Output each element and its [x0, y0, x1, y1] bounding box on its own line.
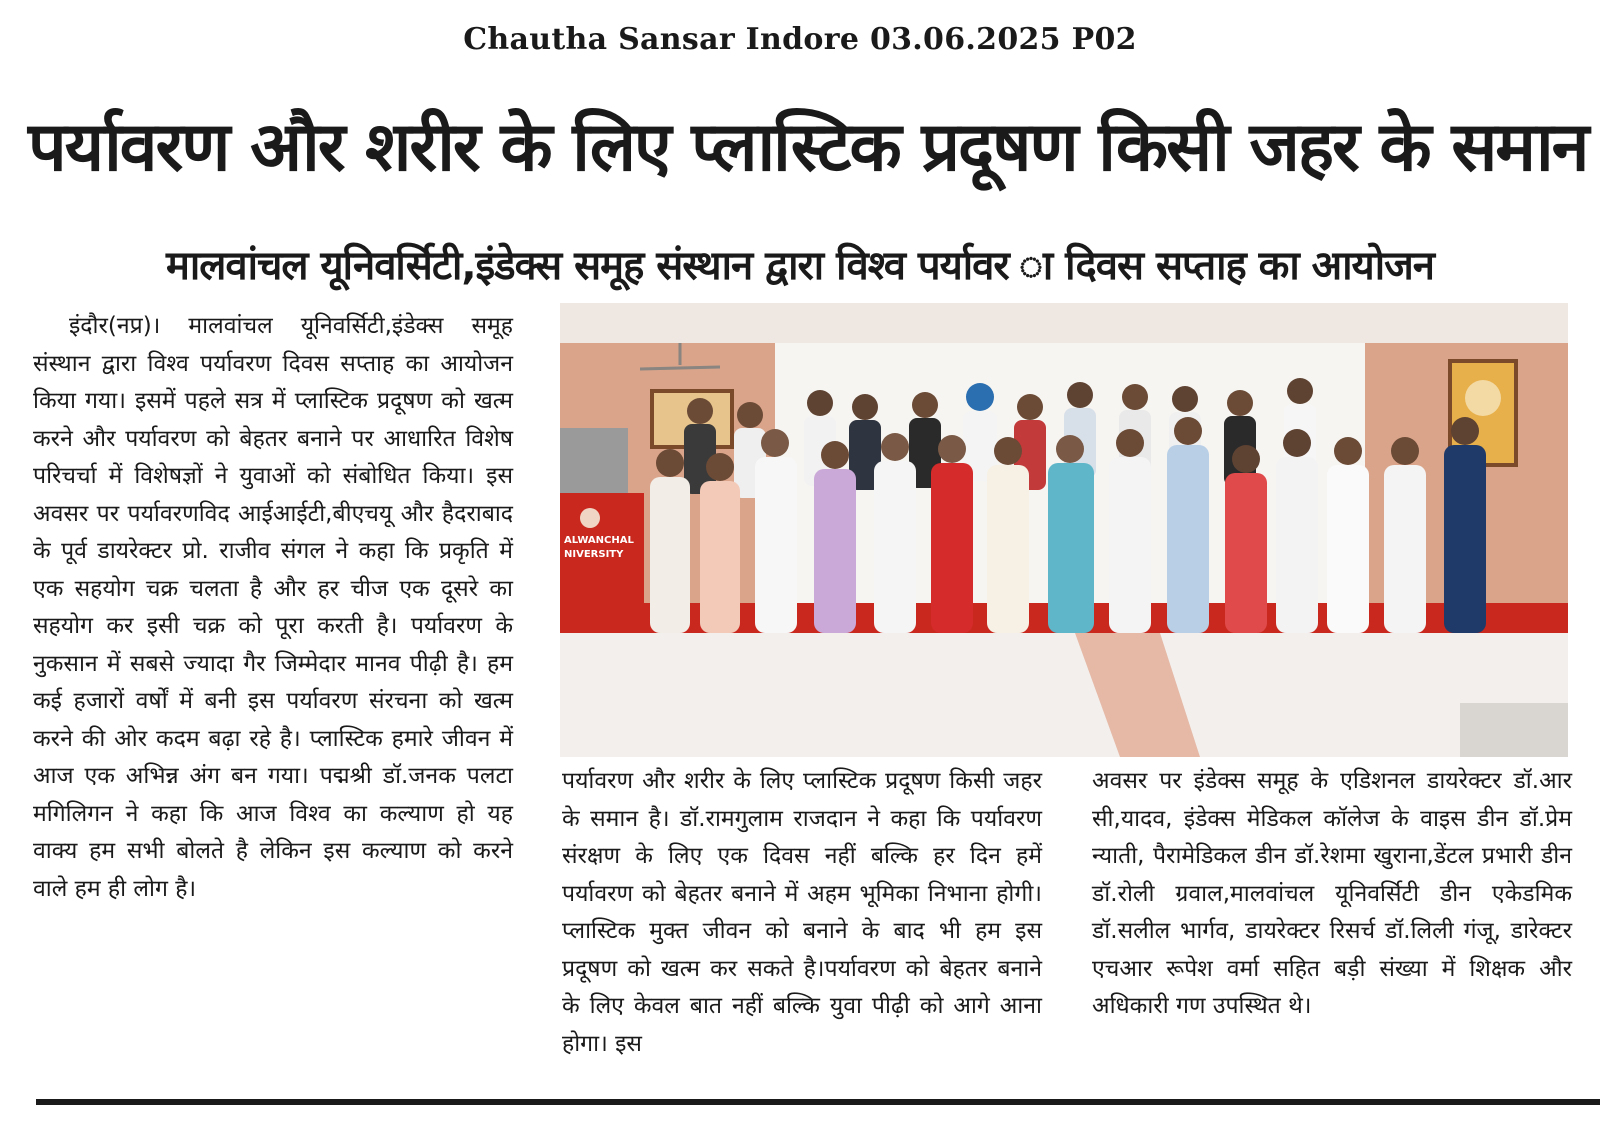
article-column-2: पर्यावरण और शरीर के लिए प्लास्टिक प्रदूषण किसी जहर के समान है। डॉ.रामगुलाम राजदान ने कहा कि पर्यावरण संरक्षण के लिए एक दिवस नहीं बल्कि हर दिन हमें पर्यावरण को बेहतर बनाने में अहम भूमिका निभाना होगी। प्लास्टिक मुक्त जीवन को बनाने के बाद भी हम इस प्रदूषण को खत्म कर सकते है।पर्यावरण को बेहतर बनाने के लिए केवल बात नहीं बल्कि युवा पीढ़ी को आगे आना होगा। इस: [562, 768, 1042, 1057]
photo-floor: [560, 633, 1568, 757]
banner-text-2: NIVERSITY: [564, 549, 624, 560]
banner-text-1: ALWANCHAL: [564, 535, 634, 546]
group-photo-illustration: [560, 303, 1568, 757]
headline: पर्यावरण और शरीर के लिए प्लास्टिक प्रदूषण किसी जहर के समान: [28, 108, 1588, 187]
masthead: Chautha Sansar Indore 03.06.2025 P02: [463, 22, 1137, 57]
group-photo: [560, 303, 1568, 757]
bottom-rule: [36, 1099, 1600, 1105]
cabinet: [560, 428, 628, 498]
subheadline: मालवांचल यूनिवर्सिटी,इंडेक्स समूह संस्थान द्वारा विश्व पर्यावर ा दिवस सप्ताह का आयोजन: [165, 243, 1434, 289]
article-column-1: इंदौर(नप्र)। मालवांचल यूनिवर्सिटी,इंडेक्स समूह संस्थान द्वारा विश्व पर्यावरण दिवस सप्ताह का आयोजन किया गया। इसमें पहले सत्र में प्लास्टिक प्रदूषण को खत्म करने और पर्यावरण को बेहतर बनाने पर आधारित विशेष परिचर्चा में विशेषज्ञों ने युवाओं को संबोधित किया। इस अवसर पर पर्यावरणविद आईआईटी,बीएचयू और हैदराबाद के पूर्व डायरेक्टर प्रो. राजीव संगल ने कहा कि प्रकृति में एक सहयोग चक्र चलता है और हर चीज एक दूसरे का सहयोग कर इसी चक्र को पूरा करती है। पर्यावरण के नुकसान में सबसे ज्यादा गैर जिम्मेदार मानव पीढ़ी है। हम कई हजारों वर्षों में बनी इस पर्यावरण संरचना को खत्म करने की ओर कदम बढ़ा रहे है। प्लास्टिक हमारे जीवन में आज एक अभिन्न अंग बन गया। पद्मश्री डॉ.जनक पलटा मगिलिगन ने कहा कि आज विश्व का कल्याण हो यह वाक्य हम सभी बोलते है लेकिन इस कल्याण को करने वाले हम ही लोग है।: [33, 313, 513, 902]
side-table: [1460, 703, 1568, 757]
people-front-row: [650, 417, 1486, 633]
article-column-3: अवसर पर इंडेक्स समूह के एडिशनल डायरेक्टर डॉ.आर सी,यादव, इंडेक्स मेडिकल कॉलेज के वाइस डीन डॉ.प्रेम न्याती, पैरामेडिकल डीन डॉ.रेशमा खुराना,डेंटल प्रभारी डीन डॉ.रोली ग्रवाल,मालवांचल यूनिवर्सिटी डीन एकेडमिक डॉ.सलील भार्गव, डायरेक्टर रिसर्च डॉ.लिली गंजू, डारेक्टर एचआर रूपेश वर्मा सहित बड़ी संख्या में शिक्षक और अधिकारी गण उपस्थित थे।: [1092, 768, 1572, 1019]
university-banner: [560, 493, 644, 633]
